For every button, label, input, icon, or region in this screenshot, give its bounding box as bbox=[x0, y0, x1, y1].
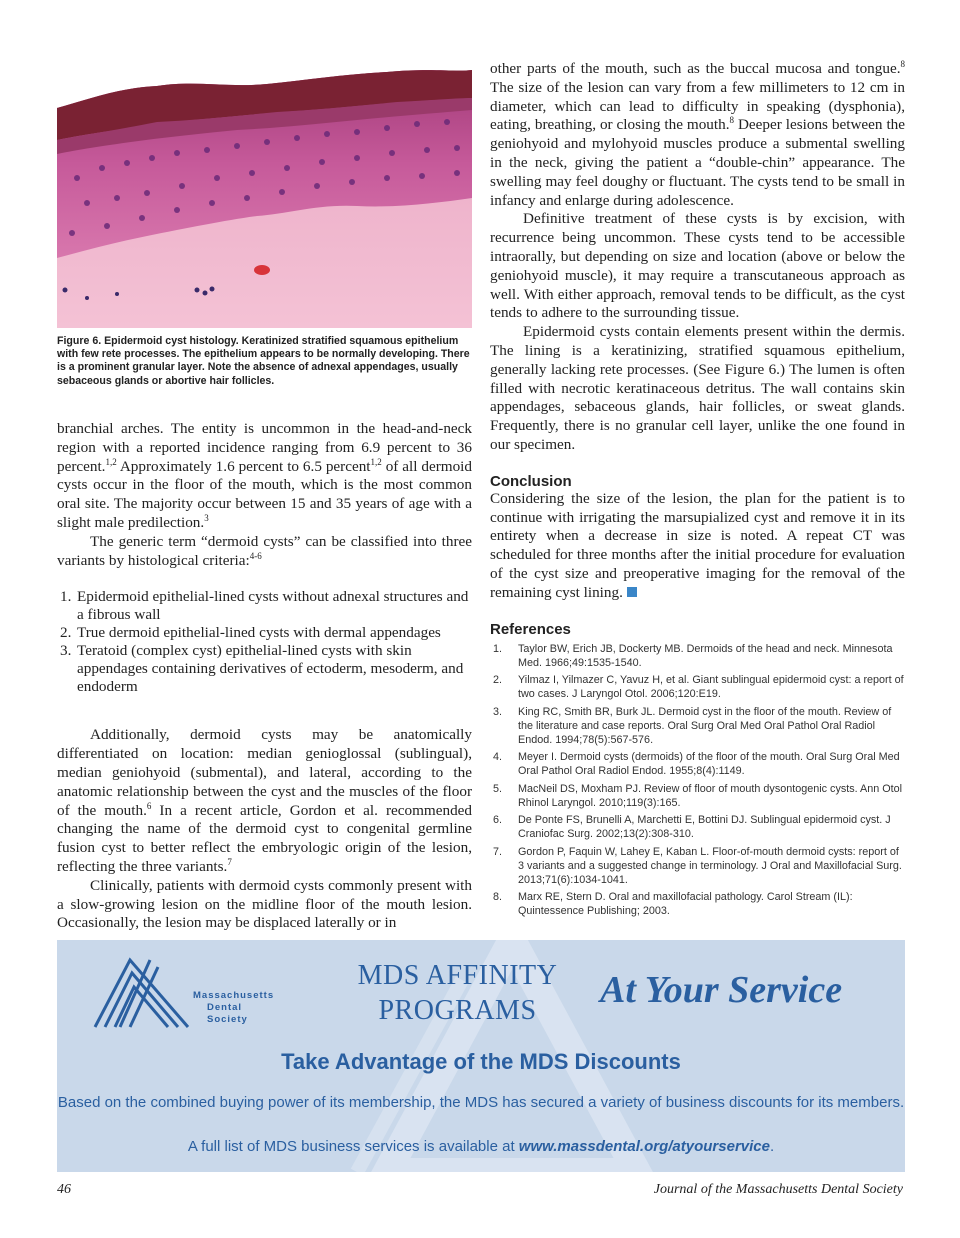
journal-title: Journal of the Massachusetts Dental Society bbox=[653, 1182, 903, 1197]
paragraph: other parts of the mouth, such as the buccal mucosa and tongue.$^8$ The size of the lesion can vary from a few millimeters to 12 cm in diameter, which can lead to difficulty in speaking (dysphonia), eating, breathing, or closing the mouth.$^8$ Deeper lesions between the geniohyoid and mylohyoid muscles produce a submental swelling in the neck, giving the patient a “double-chin” appearance. The swelling may feel doughy or fluctuant. The cysts tend to be small in infancy and enlarge during adolescence. bbox=[490, 58, 906, 209]
list-item: 2. True dermoid epithelial-lined cysts with dermal appendages bbox=[60, 624, 441, 642]
paragraph: Clinically, patients with dermoid cysts commonly present with a slow-growing lesion on the midline floor of the mouth lesion. Occasionally, the lesion may be displaced laterally or in bbox=[57, 876, 472, 932]
reference-item: 1. Taylor BW, Erich JB, Dockerty MB. Dermoids of the head and neck. Minnesota Med. 1966;49:1535-1540. bbox=[493, 642, 893, 669]
reference-item: 7. Gordon P, Faquin W, Lahey E, Kaban L. Floor-of-mouth dermoid cysts: report of 3 variants and a suggested change in terminology. J Oral and Maxillofacial Surg. 2013;71(6):1034-1041. bbox=[493, 845, 902, 886]
references-list bbox=[490, 642, 905, 919]
at-your-service-slogan: At Your Service bbox=[600, 969, 843, 1011]
references-heading: References bbox=[490, 620, 571, 638]
mds-logo-text: Massachusetts Dental Society bbox=[193, 990, 275, 1025]
paragraph: Additionally, dermoid cysts may be anatomically differentiated on location: median genioglossal (sublingual), median geniohyoid (submental), and lateral, according to the anatomic relationship between the cyst and the muscles of the floor of the mouth.$^6$ In a recent article, Gordon et al. recommended changing the name of the dermoid cyst to congenital germline fusion cyst to better reflect the embryologic origin of the lesion, reflecting the three variants.$^7$ bbox=[57, 726, 472, 875]
reference-item: 3. King RC, Smith BR, Burk JL. Dermoid cyst in the floor of the mouth. Review of the literature and case reports. Oral Surg Oral Med Oral Pathol Oral Radiol Endod. 1994;78(5):567-576. bbox=[493, 705, 892, 746]
reference-item: 4. Meyer I. Dermoid cysts (dermoids) of the floor of the mouth. Oral Surg Oral Med Oral Pathol Oral Radiol Endod. 1955;8(4):1149. bbox=[493, 751, 900, 778]
reference-item: 6. De Ponte FS, Brunelli A, Marchetti E, Bottini DJ. Sublingual epidermoid cyst. J Craniofac Surg. 2002;13(2):308-310. bbox=[493, 814, 891, 841]
reference-item: 8. Marx RE, Stern D. Oral and maxillofacial pathology. Carol Stream (IL): Quintessence Publishing; 2003. bbox=[493, 891, 853, 918]
list-item: 1. Epidermoid epithelial-lined cysts without adnexal structures and a fibrous wall bbox=[60, 588, 469, 624]
end-mark-icon bbox=[627, 587, 637, 597]
paragraph: Epidermoid cysts contain elements present within the dermis. The lining is a keratinizing, stratified squamous epithelium, generally lacking rete processes. (See Figure 6.) The lumen is often filled with necrotic keratinaceous detritus. The wall contains skin appendages, sebaceous glands, hair follicles, or sweat glands. Frequently, there is no granular cell layer, unlike the one found in our specimen. bbox=[490, 323, 905, 453]
conclusion-heading: Conclusion bbox=[490, 472, 572, 490]
reference-item: 2. Yilmaz I, Yilmazer C, Yavuz H, et al. Giant sublingual epidermoid cyst: a report of two cases. J Laryngol Otol. 2006;120:E19. bbox=[493, 674, 904, 701]
paragraph: The generic term “dermoid cysts” can be classified into three variants by histological criteria:$^{4-6}$ bbox=[57, 532, 472, 569]
histology-figure-image bbox=[57, 58, 472, 328]
list-item: 3. Teratoid (complex cyst) epithelial-lined cysts with skin appendages containing derivatives of ectoderm, mesoderm, and endoderm bbox=[60, 642, 464, 696]
variants-list bbox=[57, 588, 472, 696]
services-link[interactable]: www.massdental.org/atyourservice bbox=[518, 1138, 770, 1155]
right-column bbox=[490, 60, 905, 922]
left-column bbox=[57, 420, 472, 933]
paragraph: Definitive treatment of these cysts is by excision, with recurrence being uncommon. These cysts tend to be accessible intraorally, but depending on size and location (above or below the geniohyoid muscle), it may require a transcutaneous approach as well. With either approach, removal tends to be difficult, as the cyst tends to adhere to the surrounding tissue. bbox=[490, 210, 905, 322]
ad-services-line: A full list of MDS business services is available at www.massdental.org/atyourservice. bbox=[187, 1138, 775, 1155]
affinity-programs-title: MDS AFFINITY PROGRAMS bbox=[357, 960, 558, 1026]
mds-logo-icon bbox=[90, 955, 190, 1030]
ad-body: Based on the combined buying power of its membership, the MDS has secured a variety of business discounts for its members. bbox=[57, 1094, 905, 1111]
figure-caption: Figure 6. Epidermoid cyst histology. Keratinized stratified squamous epithelium with few rete processes. The epithelium appears to be normally developing. There is a prominent granular layer. Note the absence of adnexal appendages, usually sebaceous glands or abortive hair follicles. bbox=[57, 335, 470, 387]
conclusion-paragraph: Considering the size of the lesion, the plan for the patient is to continue with irrigating the marsupialized cyst and remove it in its entirety when a decrease in size is noted. A repeat CT was scheduled for three months after the initial procedure for evaluation of the cyst size and preoperative imaging for the removal of the remaining cyst lining. bbox=[490, 489, 905, 601]
reference-item: 5. MacNeil DS, Moxham PJ. Review of floor of mouth dysontogenic cysts. Ann Otol Rhinol Laryngol. 2010;119(3):165. bbox=[493, 782, 903, 809]
page-number: 46 bbox=[57, 1182, 71, 1197]
ad-headline: Take Advantage of the MDS Discounts bbox=[281, 1049, 681, 1074]
paragraph: branchial arches. The entity is uncommon in the head-and-neck region with a reported incidence ranging from 6.9 percent to 36 percent.$^{1,2}$ Approximately 1.6 percent to 6.5 percent$^{1,2}$ of all dermoid cysts occur in the floor of the mouth, which is the most common oral site. The majority occur between 15 and 35 years of age with a slight male predilection.$^3$ bbox=[57, 420, 472, 531]
